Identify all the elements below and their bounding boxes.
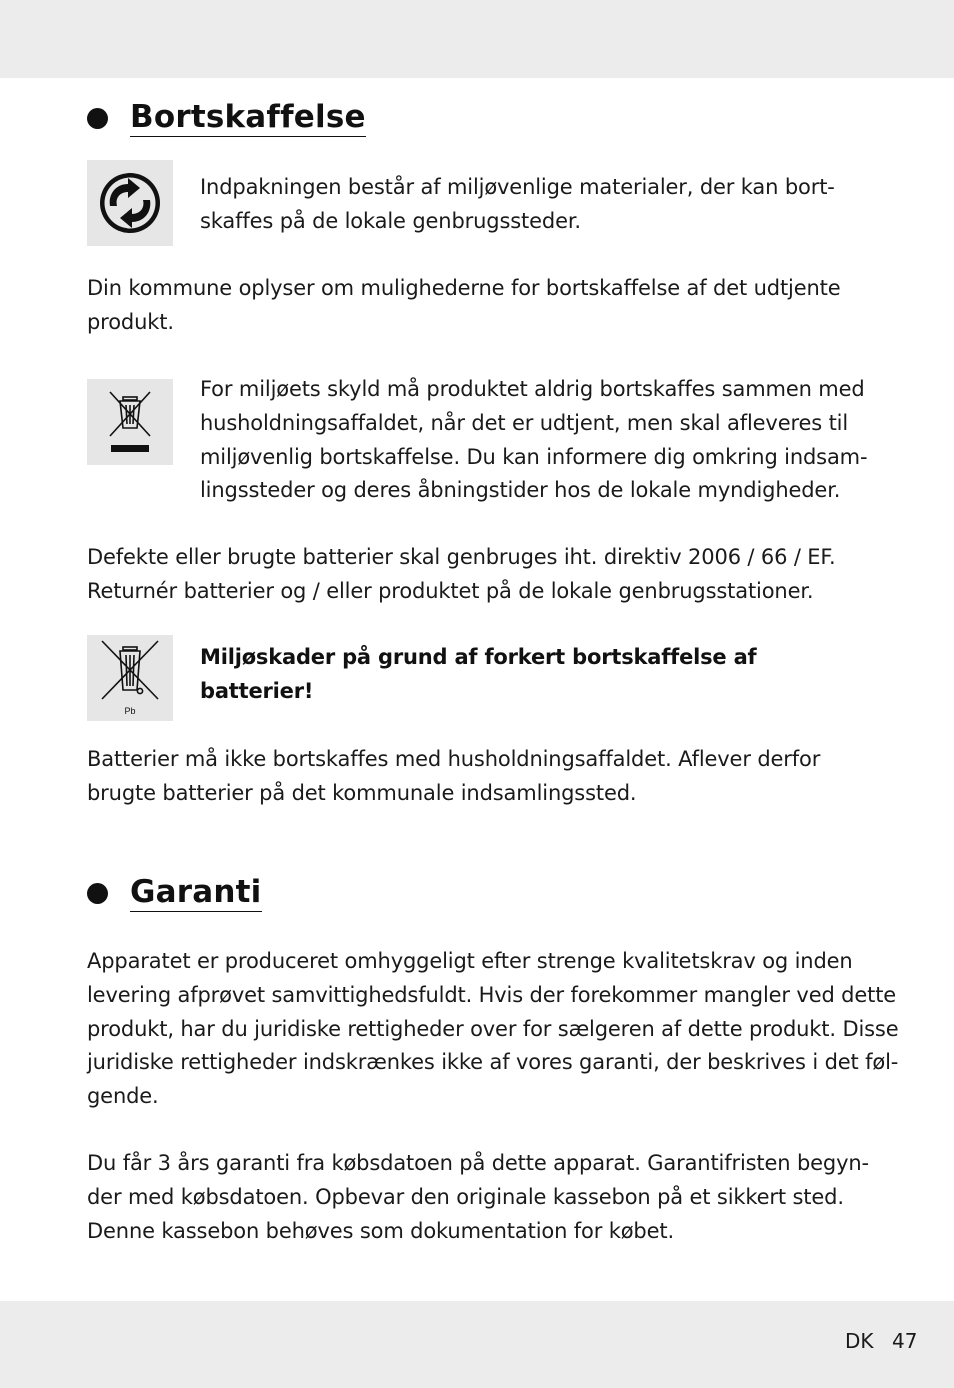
- text-line: Indpakningen består af miljøvenlige materialer, der kan bort-: [200, 175, 835, 199]
- text-line: husholdningsaffaldet, når det er udtjent, men skal afleveres til: [200, 410, 849, 435]
- page-number: 47: [892, 1329, 918, 1353]
- warranty-paragraph-2: [87, 1147, 869, 1248]
- municipality-text: [87, 272, 841, 340]
- text-line: produkt, har du juridiske rettigheder over for sælgeren af dette produkt. Disse: [87, 1016, 899, 1041]
- section-title: Garanti: [130, 874, 262, 910]
- text-line: Defekte eller brugte batterier skal genbruges iht. direktiv 2006 / 66 / EF.: [87, 545, 836, 569]
- bottom-band: [0, 1301, 954, 1388]
- text-line: skaffes på de lokale genbrugssteder.: [200, 208, 581, 233]
- text-line: gende.: [87, 1084, 159, 1109]
- text-line: Returnér batterier og / eller produktet på de lokale genbrugsstationer.: [87, 578, 814, 603]
- bullet-dot: [87, 108, 108, 129]
- text-line: Batterier må ikke bortskaffes med husholdningsaffaldet. Aflever derfor: [87, 747, 821, 771]
- battery-bin-icon: [87, 635, 173, 721]
- text-line: Miljøskader på grund af forkert bortskaffelse af: [200, 645, 757, 669]
- packaging-text: [200, 171, 835, 239]
- battery-warning: [200, 641, 757, 709]
- warranty-paragraph-1: [87, 945, 899, 1114]
- bullet-dot: [87, 883, 108, 904]
- green-dot-recycling-icon: [87, 160, 173, 246]
- text-line: Denne kassebon behøves som dokumentation for købet.: [87, 1218, 674, 1243]
- text-line: brugte batterier på det kommunale indsamlingssted.: [87, 780, 637, 805]
- text-line: Din kommune oplyser om mulighederne for bortskaffelse af det udtjente: [87, 276, 841, 300]
- weee-text: [200, 373, 867, 508]
- section-heading-garanti: [87, 874, 262, 912]
- text-line: miljøvenlig bortskaffelse. Du kan informere dig omkring indsam-: [200, 444, 868, 469]
- section-heading-bortskaffelse: [87, 99, 366, 137]
- top-band: [0, 0, 954, 78]
- text-line: juridiske rettigheder indskrænkes ikke af vores garanti, der beskrives i det føl-: [87, 1050, 899, 1075]
- text-line: batterier!: [200, 678, 314, 703]
- text-line: der med købsdatoen. Opbevar den originale kassebon på et sikkert sted.: [87, 1184, 844, 1209]
- text-line: Du får 3 års garanti fra købsdatoen på dette apparat. Garantifristen begyn-: [87, 1151, 869, 1175]
- text-line: For miljøets skyld må produktet aldrig bortskaffes sammen med: [200, 377, 865, 401]
- text-line: produkt.: [87, 309, 174, 334]
- footer-language: DK: [845, 1329, 874, 1353]
- crossed-bin-icon: [87, 379, 173, 465]
- text-line: levering afprøvet samvittighedsfuldt. Hvis der forekommer mangler ved dette: [87, 982, 897, 1007]
- text-line: Apparatet er produceret omhyggeligt efter strenge kvalitetskrav og inden: [87, 949, 853, 973]
- text-line: lingssteder og deres åbningstider hos de lokale myndigheder.: [200, 478, 841, 503]
- battery-text: [87, 541, 835, 609]
- section-title: Bortskaffelse: [130, 99, 366, 135]
- battery-disposal-text: [87, 743, 820, 811]
- battery-icon-label: Pb: [124, 706, 136, 716]
